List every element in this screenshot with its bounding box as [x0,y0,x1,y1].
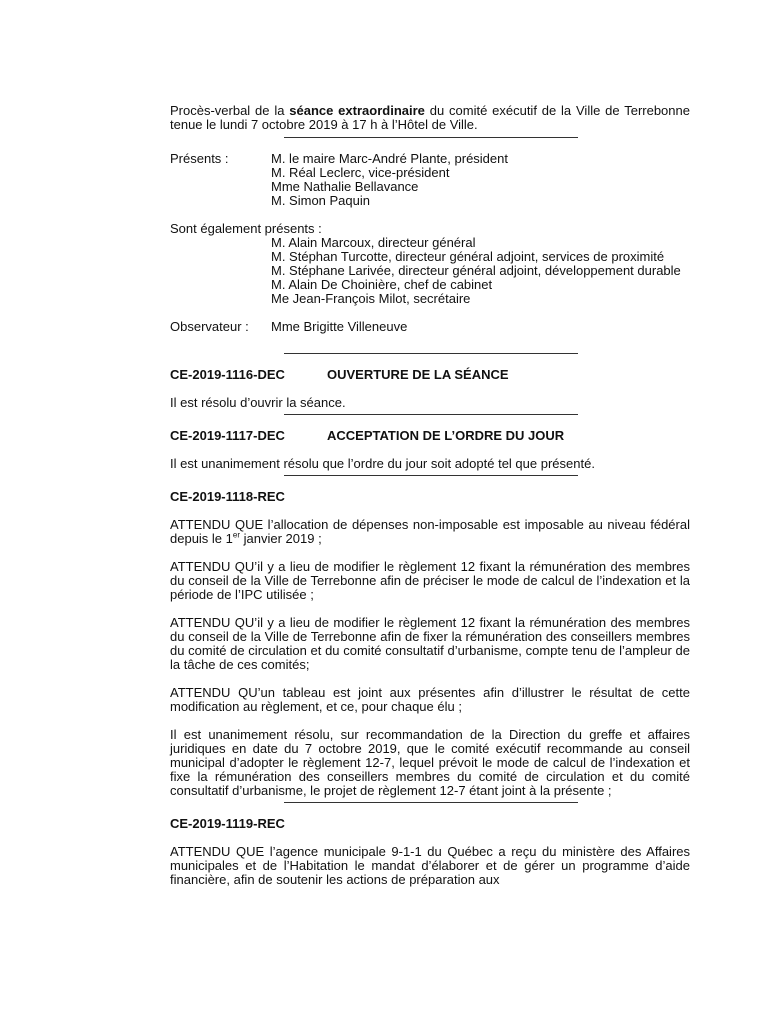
presents-item: M. le maire Marc-André Plante, président [271,151,508,166]
also-present-item: M. Stéphane Larivée, directeur général adjoint, développement durable [271,263,681,278]
resolution-code: CE-2019-1118-REC [170,489,285,504]
section-heading [170,429,690,443]
also-present-label: Sont également présents : [170,221,322,236]
resolution-paragraph: Il est unanimement résolu, sur recommandation de la Direction du greffe et affaires juridiques en date du 7 octobre 2019, que le comité exécutif recommande au conseil municipal d’adopter le règlement 12-7, lequel prévoit le mode de calcul de l’indexation et fixe la rémunération des conseillers membres du comité de circulation et du comité consultatif d’urbanisme, le projet de règlement 12-7 étant joint à la présente ; [170,727,690,798]
resolution-code: CE-2019-1117-DEC [170,428,285,443]
section-heading [170,490,690,504]
also-present-item: M. Alain Marcoux, directeur général [271,235,476,250]
separator-rule [284,137,578,138]
paragraph-text: janvier 2019 ; [240,531,322,546]
presents-list [271,152,690,208]
resolution-paragraph: ATTENDU QUE l’agence municipale 9-1-1 du Québec a reçu du ministère des Affaires municipales et de l’Habitation le mandat d’élaborer et de gérer un programme d’aide financière, afin de soutenir les actions de préparation aux [170,844,690,887]
section-title: ACCEPTATION DE L’ORDRE DU JOUR [327,428,565,443]
presents-item: M. Simon Paquin [271,193,370,208]
resolution-code: CE-2019-1116-DEC [170,367,285,382]
superscript-text: er [232,530,241,540]
intro-paragraph [170,104,690,132]
resolution-text: Il est résolu d’ouvrir la séance. [170,395,346,410]
resolution-code: CE-2019-1119-REC [170,816,285,831]
also-present-item: M. Stéphan Turcotte, directeur général adjoint, services de proximité [271,249,665,264]
intro-text-rest: du comité exécutif de la Ville de Terrebonne tenue le lundi 7 octobre 2019 à 17 h à l’Hôtel de Ville. [170,103,690,132]
separator-rule [284,475,578,476]
resolution-paragraph: ATTENDU QU’il y a lieu de modifier le règlement 12 fixant la rémunération des membres du conseil de la Ville de Terrebonne afin de fixer la rémunération des conseillers membres du comité de circulation et du comité consultatif d’urbanisme, compte tenu de l’ampleur de la tâche de ces comités; [170,615,690,672]
also-present-item: Me Jean-François Milot, secrétaire [271,291,471,306]
section-heading [170,817,690,831]
intro-bold-text: séance extraordinaire [289,103,425,118]
also-present-list [170,236,690,306]
also-present-item: M. Alain De Choinière, chef de cabinet [271,277,493,292]
resolution-text: Il est unanimement résolu que l’ordre du jour soit adopté tel que présenté. [170,456,595,471]
separator-rule [284,414,578,415]
section-heading [170,368,690,382]
presents-item: M. Réal Leclerc, vice-président [271,165,450,180]
section-title: OUVERTURE DE LA SÉANCE [327,367,509,382]
resolution-paragraph: ATTENDU QU’un tableau est joint aux présentes afin d’illustrer le résultat de cette modification au règlement, et ce, pour chaque élu ; [170,685,690,714]
resolution-paragraph [170,518,690,546]
presents-item: Mme Nathalie Bellavance [271,179,419,194]
presents-label: Présents : [170,151,229,166]
separator-rule [284,353,578,354]
resolution-paragraph: ATTENDU QU’il y a lieu de modifier le règlement 12 fixant la rémunération des membres du conseil de la Ville de Terrebonne afin de préciser le mode de calcul de l’indexation et la période de l’IPC utilisée ; [170,559,690,602]
separator-rule [284,802,578,803]
document-page [170,104,690,887]
intro-text: Procès-verbal de la [170,103,290,118]
observer-label: Observateur : [170,319,249,334]
observer-name: Mme Brigitte Villeneuve [271,319,408,334]
paragraph-text: ATTENDU QUE l’allocation de dépenses non-imposable est imposable au niveau fédéral depuis le 1 [170,517,690,546]
presents-block [170,152,690,208]
observer-block [170,320,690,334]
